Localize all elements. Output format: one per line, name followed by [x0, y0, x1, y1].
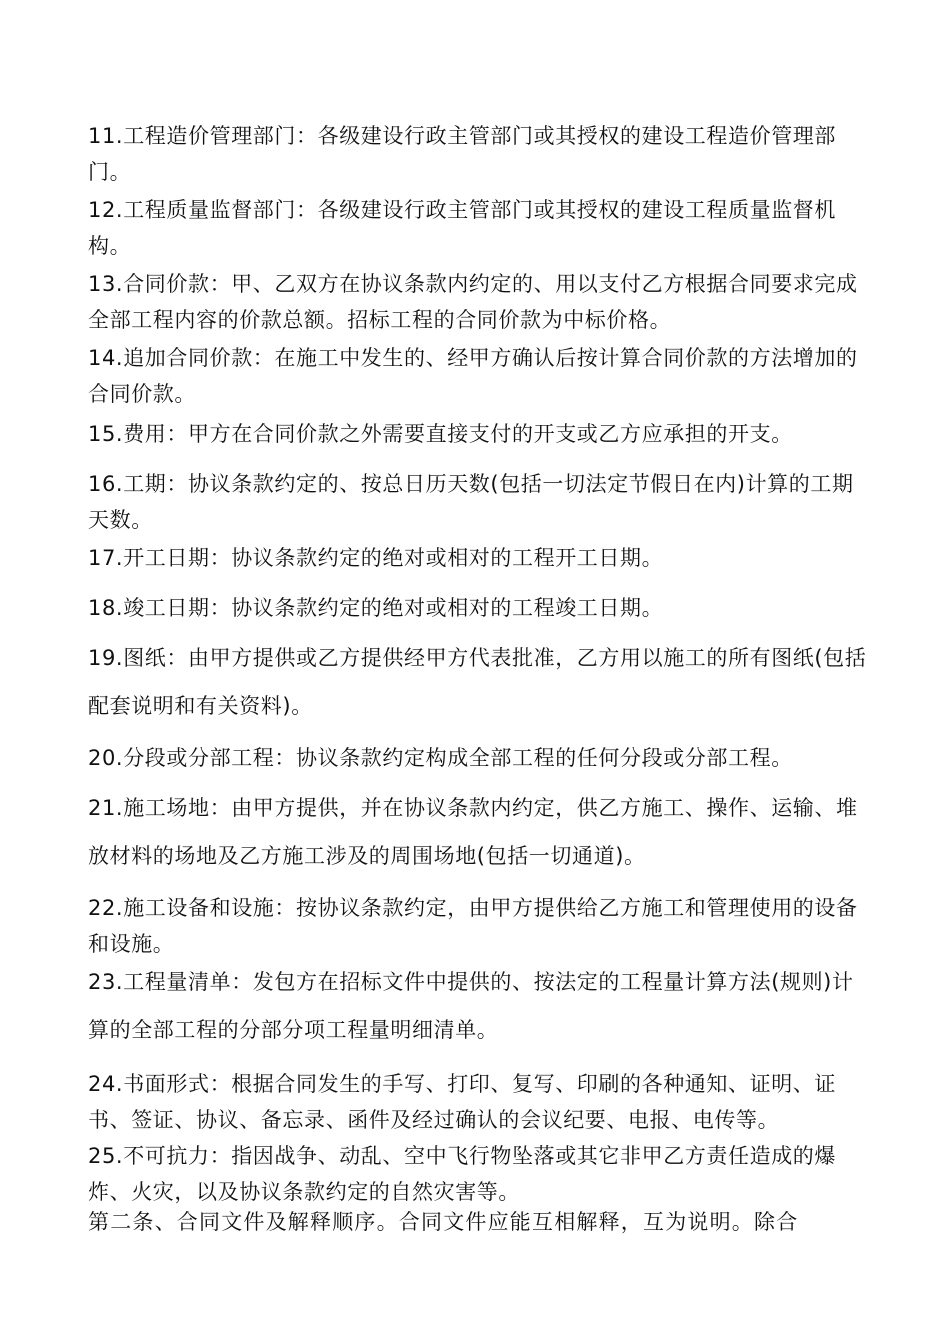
clause-20: 20.分段或分部工程：协议条款约定构成全部工程的任何分段或分部工程。 — [88, 746, 793, 770]
article-2-heading: 第二条、合同文件及解释顺序。合同文件应能互相解释，互为说明。除合 — [88, 1210, 799, 1234]
clause-17: 17.开工日期：协议条款约定的绝对或相对的工程开工日期。 — [88, 546, 664, 570]
clause-16: 16.工期：协议条款约定的、按总日历天数(包括一切法定节假日在内)计算的工期天数。 — [88, 472, 854, 532]
clause-14: 14.追加合同价款：在施工中发生的、经甲方确认后按计算合同价款的方法增加的合同价款。 — [88, 346, 858, 406]
clause-11: 11.工程造价管理部门：各级建设行政主管部门或其授权的建设工程造价管理部门。 — [88, 124, 836, 184]
clause-24: 24.书面形式：根据合同发生的手写、打印、复写、印刷的各种通知、证明、证书、签证、协议、备忘录、函件及经过确认的会议纪要、电报、电传等。 — [88, 1072, 836, 1132]
clause-25: 25.不可抗力：指因战争、动乱、空中飞行物坠落或其它非甲乙方责任造成的爆炸、火灾，以及协议条款约定的自然灾害等。 — [88, 1144, 836, 1204]
clause-22: 22.施工设备和设施：按协议条款约定，由甲方提供给乙方施工和管理使用的设备和设施。 — [88, 896, 858, 956]
clause-18: 18.竣工日期：协议条款约定的绝对或相对的工程竣工日期。 — [88, 596, 664, 620]
clause-21: 21.施工场地：由甲方提供，并在协议条款内约定，供乙方施工、操作、运输、堆放材料的场地及乙方施工涉及的周围场地(包括一切通道)。 — [88, 796, 858, 868]
clause-12: 12.工程质量监督部门：各级建设行政主管部门或其授权的建设工程质量监督机构。 — [88, 198, 836, 258]
clause-15: 15.费用：甲方在合同价款之外需要直接支付的开支或乙方应承担的开支。 — [88, 422, 793, 446]
clause-23: 23.工程量清单：发包方在招标文件中提供的、按法定的工程量计算方法(规则)计算的全部工程的分部分项工程量明细清单。 — [88, 970, 854, 1042]
clause-13: 13.合同价款：甲、乙双方在协议条款内约定的、用以支付乙方根据合同要求完成全部工程内容的价款总额。招标工程的合同价款为中标价格。 — [88, 272, 858, 332]
clause-19: 19.图纸：由甲方提供或乙方提供经甲方代表批准，乙方用以施工的所有图纸(包括配套说明和有关资料)。 — [88, 646, 867, 718]
